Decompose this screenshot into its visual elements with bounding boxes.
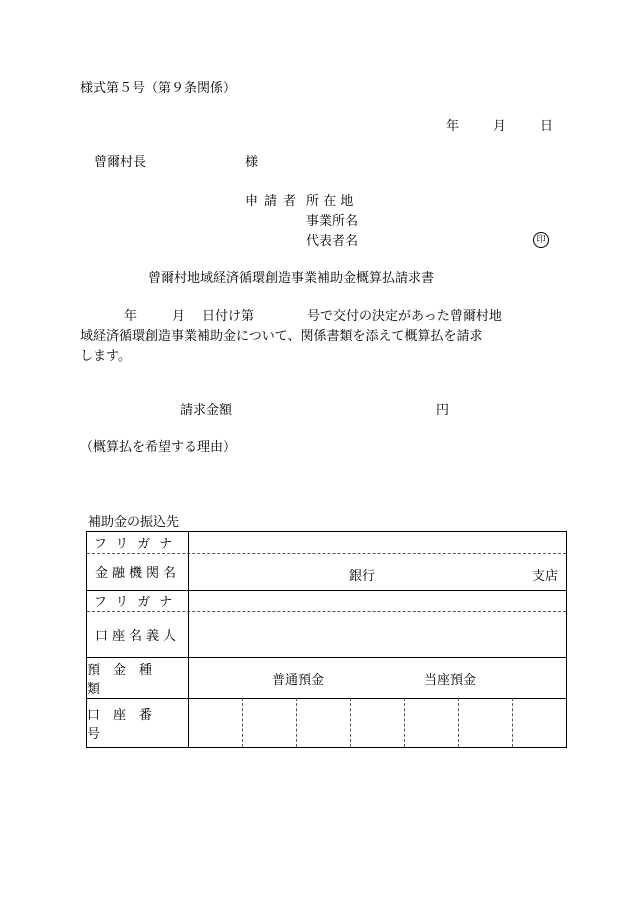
table-row bbox=[87, 698, 566, 747]
addressee-honorific: 様 bbox=[245, 155, 259, 170]
account-number-field bbox=[189, 698, 566, 747]
account-digit-cell[interactable] bbox=[350, 698, 404, 747]
type-current-option[interactable]: 当座預金 bbox=[424, 673, 477, 688]
amount-label: 請求金額 bbox=[180, 403, 233, 418]
reason-label: （概算払を希望する理由） bbox=[80, 440, 237, 455]
document-title: 曾爾村地域経済循環創造事業補助金概算払請求書 bbox=[148, 271, 435, 286]
seal-icon: 印 bbox=[533, 232, 549, 248]
bank-transfer-table bbox=[86, 531, 567, 748]
amount-unit: 円 bbox=[436, 403, 450, 418]
office-name-label: 事業所名 bbox=[306, 214, 359, 229]
account-digit-cell[interactable] bbox=[404, 698, 458, 747]
table-row bbox=[87, 657, 566, 699]
body-year: 年 bbox=[124, 309, 138, 324]
form-number: 様式第５号（第９条関係） bbox=[80, 81, 237, 96]
account-holder-label: 口座名義人 bbox=[87, 611, 189, 657]
body-number-tail: 号で交付の決定があった曾爾村地 bbox=[307, 309, 502, 324]
applicant-label: 申請者 bbox=[245, 194, 303, 209]
body-line-3: します。 bbox=[80, 349, 131, 364]
account-number-label: 口座番号 bbox=[87, 698, 189, 747]
bank-transfer-caption: 補助金の振込先 bbox=[88, 515, 180, 530]
holder-furigana-field[interactable] bbox=[189, 590, 566, 611]
account-digit-cell[interactable] bbox=[296, 698, 350, 747]
institution-label: 金融機関名 bbox=[87, 553, 189, 590]
date-month-label: 月 bbox=[493, 119, 507, 134]
table-row bbox=[87, 553, 566, 591]
bank-suffix: 銀行 bbox=[349, 569, 376, 584]
account-digit-cell[interactable] bbox=[512, 698, 566, 747]
representative-label: 代表者名 bbox=[306, 234, 359, 249]
body-line-2: 域経済循環創造事業補助金について、関係書類を添えて概算払を請求 bbox=[80, 329, 483, 344]
account-digit-cell[interactable] bbox=[242, 698, 296, 747]
table-row bbox=[87, 532, 566, 554]
address-label: 所 在 地 bbox=[306, 194, 354, 209]
table-row bbox=[87, 611, 566, 658]
account-digit-cell[interactable] bbox=[458, 698, 512, 747]
furigana-label: フリガナ bbox=[87, 590, 189, 611]
furigana-label: フリガナ bbox=[87, 532, 189, 553]
institution-field[interactable] bbox=[189, 553, 566, 590]
institution-furigana-field[interactable] bbox=[189, 532, 566, 553]
branch-suffix: 支店 bbox=[531, 569, 558, 584]
deposit-type-field bbox=[189, 657, 566, 698]
date-day-label: 日 bbox=[540, 119, 554, 134]
addressee-name: 曾爾村長 bbox=[94, 155, 147, 170]
type-ordinary-option[interactable]: 普通預金 bbox=[272, 673, 325, 688]
body-day-dated: 日付け第 bbox=[202, 309, 255, 324]
deposit-type-label: 預金種類 bbox=[87, 657, 189, 698]
account-holder-field[interactable] bbox=[189, 611, 566, 657]
date-year-label: 年 bbox=[446, 119, 460, 134]
body-month: 月 bbox=[172, 309, 186, 324]
table-row bbox=[87, 590, 566, 612]
